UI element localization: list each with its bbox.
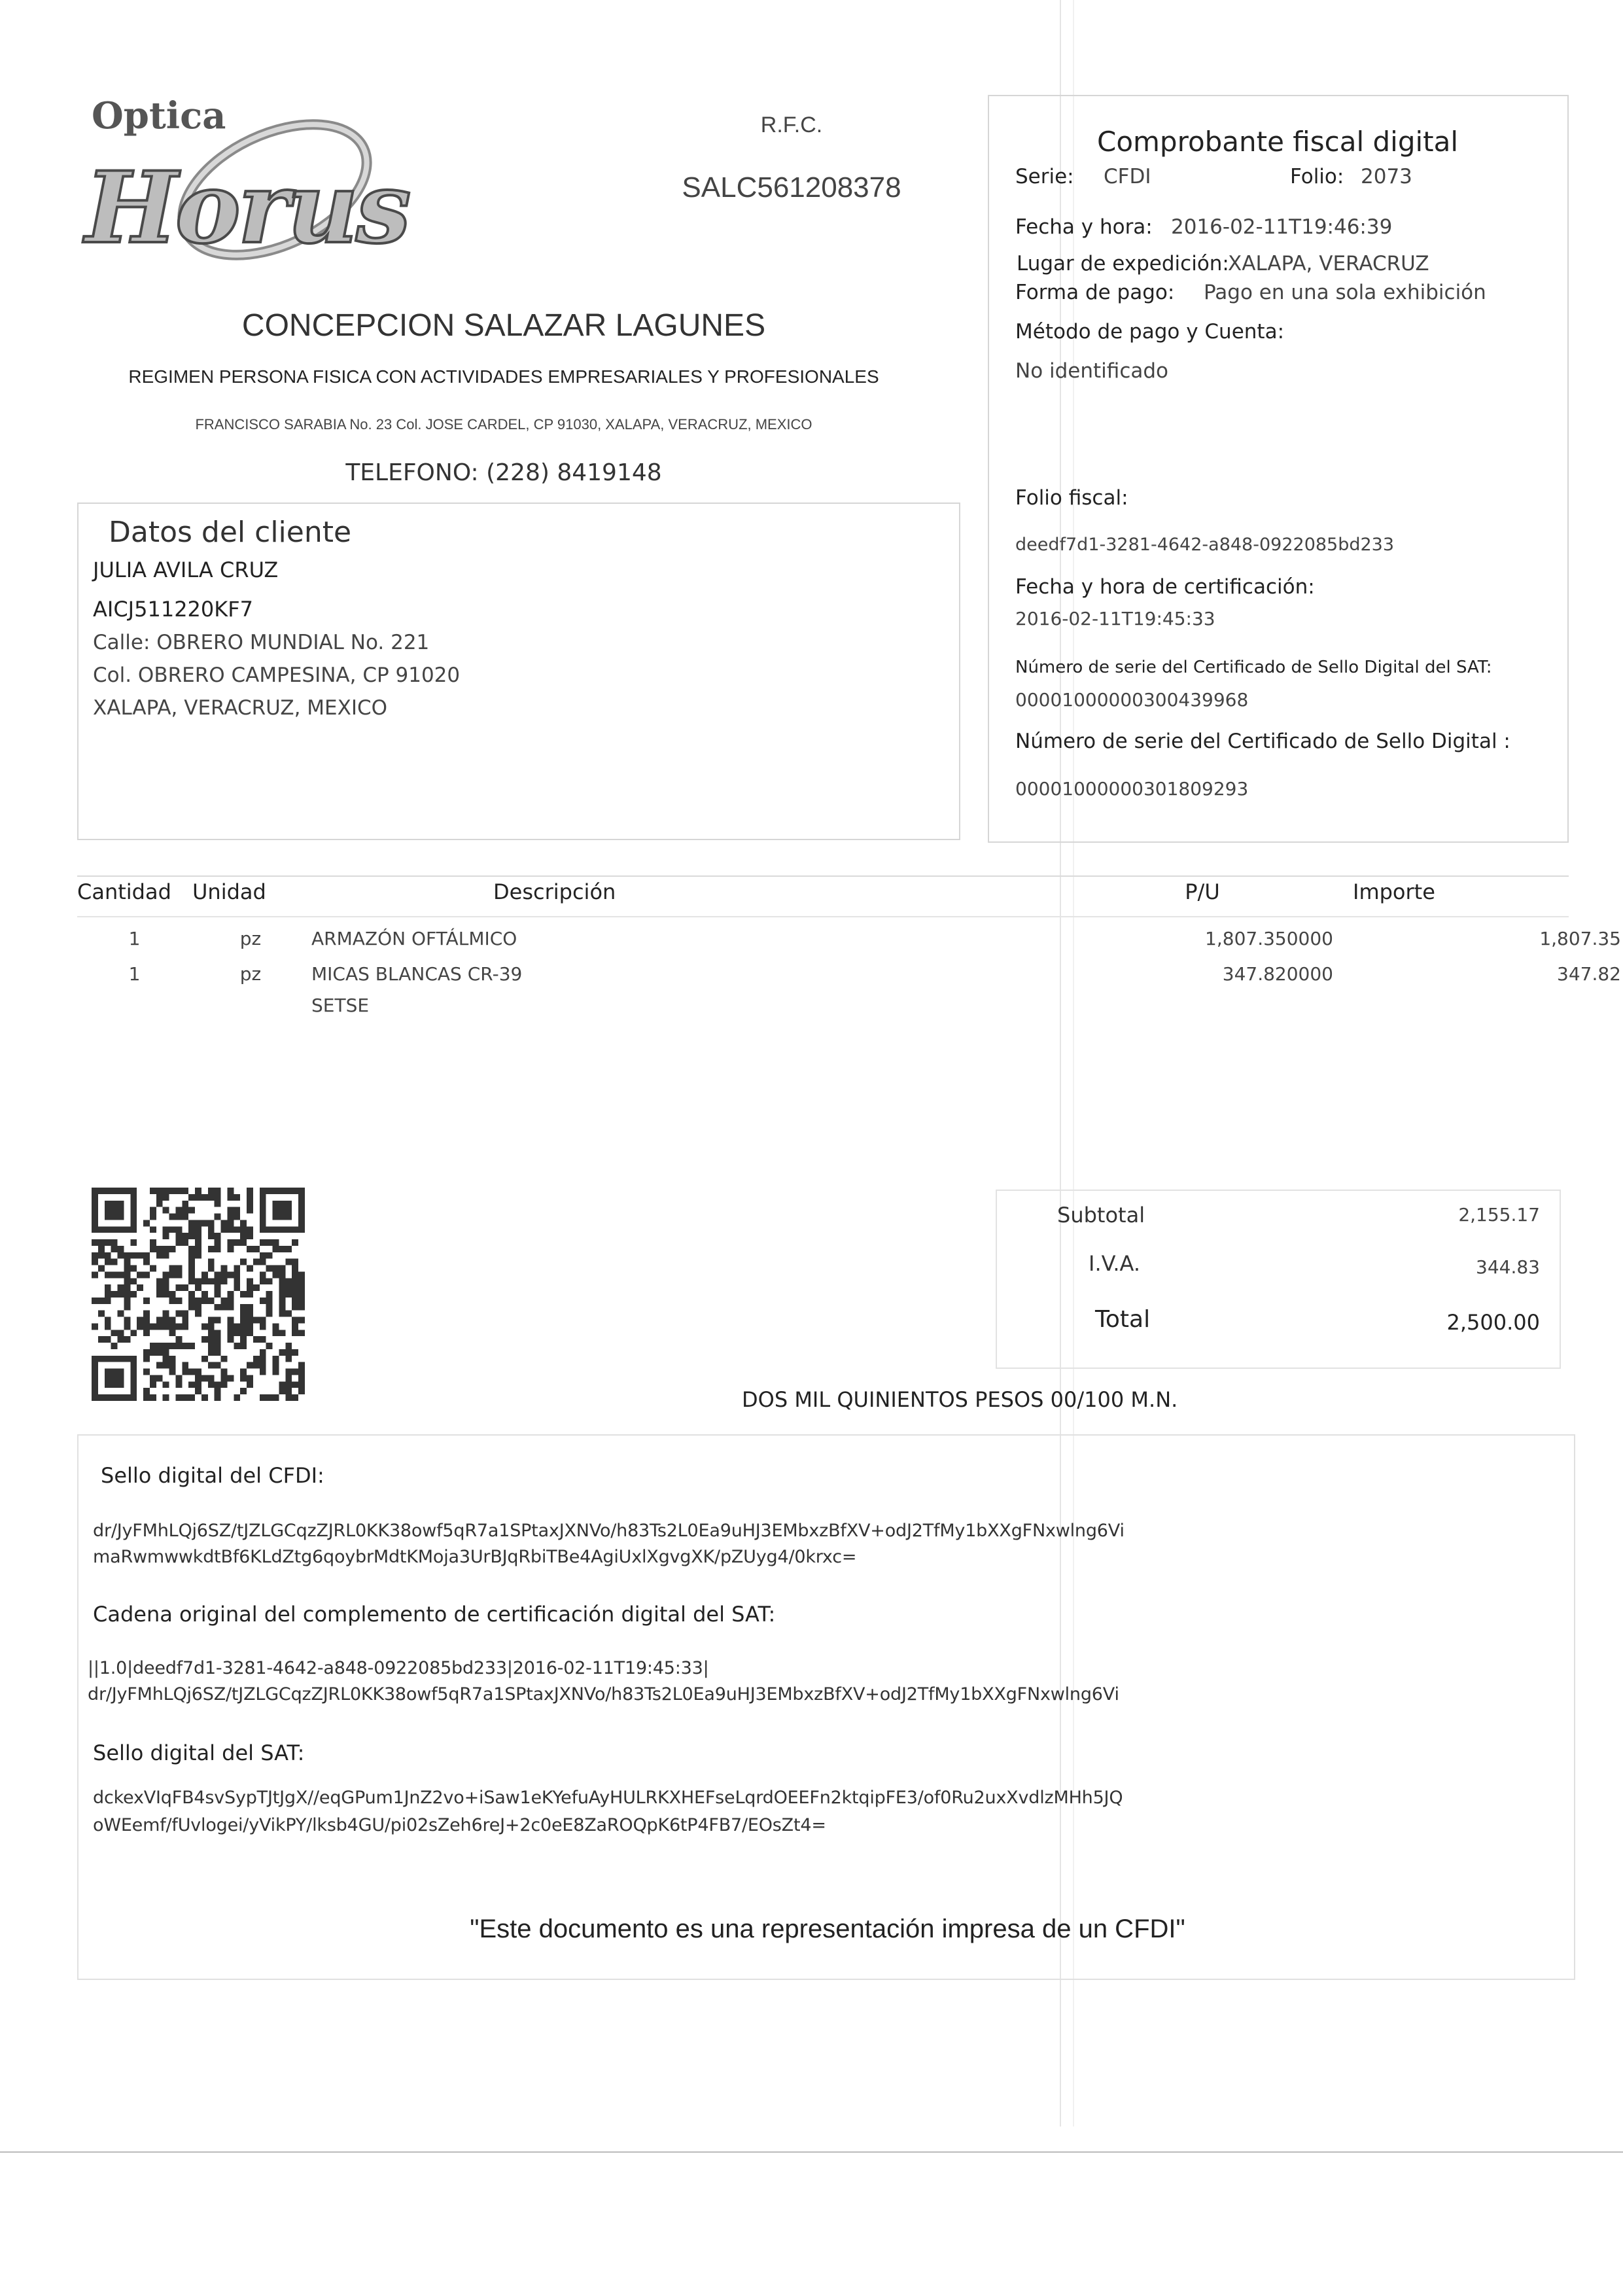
folio-fiscal-value: deedf7d1-3281-4642-a848-0922085bd233 <box>1015 535 1395 555</box>
company-logo <box>85 92 438 294</box>
client-panel-title: Datos del cliente <box>109 516 352 549</box>
sat-serie-value: 00001000000300439968 <box>1015 689 1249 711</box>
fiscal-panel <box>988 95 1569 843</box>
fecha-value: 2016-02-11T19:46:39 <box>1171 215 1393 239</box>
cell-importe: 347.82 <box>1557 963 1621 985</box>
seals-panel <box>77 1434 1575 1980</box>
issuer-address: FRANCISCO SARABIA No. 23 Col. JOSE CARDEL, CP 91030, XALAPA, VERACRUZ, MEXICO <box>195 416 812 433</box>
logo-text-optica: Optica <box>92 94 226 137</box>
cert-fecha-value: 2016-02-11T19:45:33 <box>1015 608 1215 629</box>
fecha-label: Fecha y hora: <box>1015 215 1153 239</box>
sello-cfdi-label: Sello digital del CFDI: <box>101 1463 324 1488</box>
iva-label: I.V.A. <box>1089 1251 1141 1276</box>
lugar-label: Lugar de expedición: <box>1017 252 1229 275</box>
forma-label: Forma de pago: <box>1015 281 1175 304</box>
cell-pu: 1,807.350000 <box>1205 928 1333 949</box>
cell-descripcion: ARMAZÓN OFTÁLMICO <box>311 928 517 949</box>
cell-unidad: pz <box>239 928 262 949</box>
table-row <box>77 928 1621 963</box>
fiscal-panel-title: Comprobante fiscal digital <box>1097 126 1459 158</box>
col-header-importe: Importe <box>1353 879 1435 904</box>
scan-edge-line <box>0 2151 1623 2153</box>
table-header <box>77 879 1569 919</box>
lugar-value: XALAPA, VERACRUZ <box>1228 252 1429 275</box>
table-top-rule <box>77 875 1569 877</box>
sello-cfdi-line1: dr/JyFMhLQj6SZ/tJZLGCqzZJRL0KK38owf5qR7a1SPtaxJXNVo/h83Ts2L0Ea9uHJ3EMbxzBfXV+odJ2TfMy1bXXgFNxwlng6Vi <box>93 1521 1125 1541</box>
client-colony: Col. OBRERO CAMPESINA, CP 91020 <box>93 663 461 687</box>
issuer-rfc: SALC561208378 <box>682 171 901 203</box>
iva-value: 344.83 <box>1476 1256 1540 1278</box>
client-panel <box>77 503 960 840</box>
serie-value: CFDI <box>1104 165 1151 188</box>
cell-cantidad: 1 <box>128 928 141 949</box>
emisor-serie-label: Número de serie del Certificado de Sello Digital : <box>1015 730 1510 753</box>
subtotal-value: 2,155.17 <box>1458 1204 1540 1226</box>
folio-fiscal-label: Folio fiscal: <box>1015 486 1128 510</box>
cell-importe: 1,807.35 <box>1539 928 1621 949</box>
logo-text-horus: Horus <box>85 150 409 266</box>
table-row <box>77 963 1621 1026</box>
issuer-phone: TELEFONO: (228) 8419148 <box>345 459 662 486</box>
client-street: Calle: OBRERO MUNDIAL No. 221 <box>93 631 430 654</box>
metodo-label: Método de pago y Cuenta: <box>1015 320 1285 344</box>
totals-panel <box>996 1190 1561 1369</box>
col-header-pu: P/U <box>1185 879 1220 904</box>
metodo-value: No identificado <box>1015 359 1168 383</box>
col-header-cantidad: Cantidad <box>77 879 171 904</box>
client-rfc: AICJ511220KF7 <box>93 597 254 622</box>
cell-cantidad: 1 <box>128 963 141 985</box>
rfc-label: R.F.C. <box>760 113 823 137</box>
client-city: XALAPA, VERACRUZ, MEXICO <box>93 696 388 720</box>
qr-code <box>92 1188 305 1401</box>
cell-pu: 347.820000 <box>1222 963 1333 985</box>
col-header-unidad: Unidad <box>192 879 266 904</box>
issuer-name: CONCEPCION SALAZAR LAGUNES <box>241 308 766 343</box>
cell-unidad: pz <box>239 963 262 985</box>
emisor-serie-value: 00001000000301809293 <box>1015 778 1249 800</box>
sello-sat-label: Sello digital del SAT: <box>93 1740 305 1765</box>
serie-label: Serie: <box>1015 165 1074 188</box>
sat-serie-label: Número de serie del Certificado de Sello Digital del SAT: <box>1015 658 1492 677</box>
subtotal-label: Subtotal <box>1057 1203 1145 1227</box>
sello-cfdi-line2: maRwmwwkdtBf6KLdZtg6qoybrMdtKMoja3UrBJqRbiTBe4AgiUxlXgvgXK/pZUyg4/0krxc= <box>93 1547 857 1567</box>
cadena-line1: ||1.0|deedf7d1-3281-4642-a848-0922085bd233|2016-02-11T19:45:33| <box>88 1658 709 1678</box>
col-header-descripcion: Descripción <box>493 879 616 904</box>
sello-sat-line1: dckexVIqFB4svSypTJtJgX//eqGPum1JnZ2vo+iSaw1eKYefuAyHULRKXHEFseLqrdOEEFn2ktqipFE3/of0Ru2uxXvdlzMHh5JQ <box>93 1788 1123 1808</box>
client-name: JULIA AVILA CRUZ <box>93 557 279 582</box>
total-in-words: DOS MIL QUINIENTOS PESOS 00/100 M.N. <box>742 1387 1178 1412</box>
cell-descripcion-line2: SETSE <box>311 995 370 1016</box>
forma-value: Pago en una sola exhibición <box>1204 281 1486 304</box>
sello-sat-line2: oWEemf/fUvlogei/yVikPY/lksb4GU/pi02sZeh6reJ+2c0eE8ZaROQpK6tP4FB7/EOsZt4= <box>93 1815 826 1835</box>
cadena-line2: dr/JyFMhLQj6SZ/tJZLGCqzZJRL0KK38owf5qR7a1SPtaxJXNVo/h83Ts2L0Ea9uHJ3EMbxzBfXV+odJ2TfMy1bXXgFNxwlng6Vi <box>88 1684 1119 1704</box>
total-value: 2,500.00 <box>1446 1310 1540 1335</box>
cfdi-disclaimer: "Este documento es una representación impresa de un CFDI" <box>470 1915 1185 1943</box>
cert-fecha-label: Fecha y hora de certificación: <box>1015 575 1315 599</box>
folio-value: 2073 <box>1361 165 1412 188</box>
issuer-regime: REGIMEN PERSONA FISICA CON ACTIVIDADES EMPRESARIALES Y PROFESIONALES <box>128 366 879 387</box>
folio-label: Folio: <box>1290 165 1344 188</box>
cadena-label: Cadena original del complemento de certificación digital del SAT: <box>93 1602 776 1627</box>
total-label: Total <box>1095 1306 1151 1333</box>
table-header-rule <box>77 916 1569 917</box>
cell-descripcion: MICAS BLANCAS CR-39 <box>311 963 523 985</box>
